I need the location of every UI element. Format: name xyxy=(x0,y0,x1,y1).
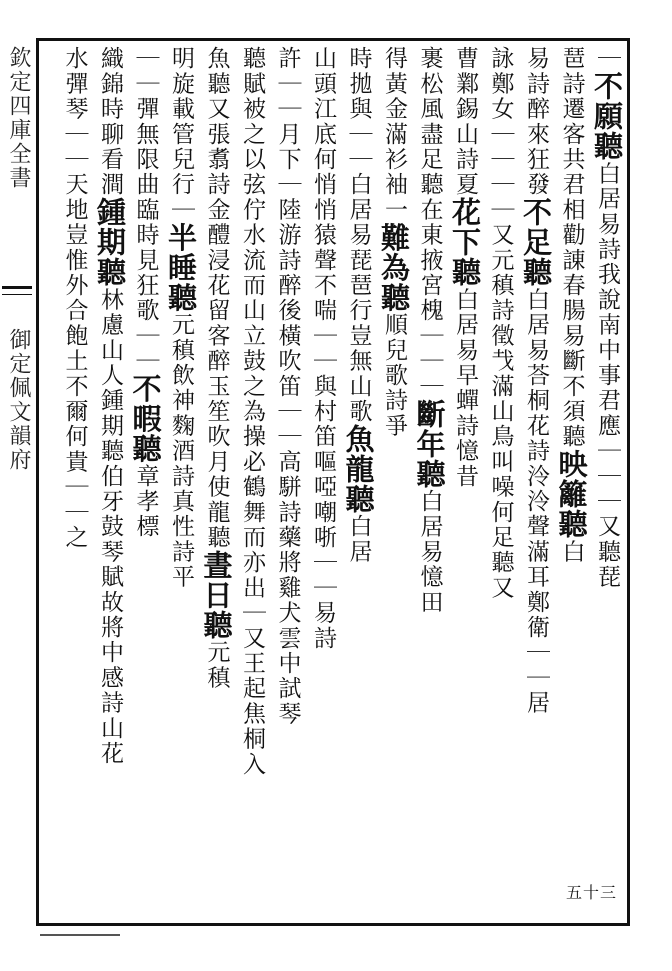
entry-text: 居 xyxy=(523,690,549,716)
entry-text: 與村笛嘔啞嘲哳｜｜ xyxy=(310,373,336,601)
entry-text: 曹鄴錫山詩夏 xyxy=(452,46,478,198)
gutter-book-title: 御定佩文韻府 xyxy=(6,328,31,472)
text-column xyxy=(589,46,625,918)
entry-text: 詠鄭女｜｜｜ xyxy=(487,46,514,198)
text-column xyxy=(163,46,199,918)
text-column xyxy=(305,46,341,918)
gutter-divider xyxy=(2,286,32,289)
gutter-title: 欽定四庫全書 xyxy=(6,46,31,190)
entry-text: 得黃金滿衫袖 xyxy=(381,46,407,198)
entry-text: 白居易早蟬詩憶昔 xyxy=(452,287,478,489)
entry-heading: 不願聽 xyxy=(590,71,624,162)
entry-text: 水彈琴｜｜ xyxy=(61,46,88,172)
text-column xyxy=(198,46,234,918)
text-column xyxy=(127,46,163,918)
entry-text: 順兒歌詩爭 xyxy=(381,312,407,439)
entry-text: 詩平 xyxy=(168,539,194,590)
bottom-mark xyxy=(40,934,120,936)
entry-heading: 斷年聽 xyxy=(412,398,447,489)
text-column xyxy=(340,46,376,918)
entry-text: 林慮山人鍾期聽伯牙鼓琴賦故將中感 xyxy=(97,287,123,691)
entry-text: 山頭江底何悄悄猿聲不喘｜｜ xyxy=(310,46,336,374)
entry-text: 在東掖宮槐｜｜｜ xyxy=(416,197,443,399)
entry-heading: 難為聽 xyxy=(377,222,411,313)
text-column xyxy=(56,46,92,918)
text-body xyxy=(44,46,624,918)
gutter-divider-thin xyxy=(2,294,32,295)
entry-text: 一 xyxy=(381,197,407,223)
entry-text: ｜ xyxy=(594,46,620,72)
text-column xyxy=(553,46,589,918)
text-column xyxy=(376,46,412,918)
entry-heading: 魚龍聽 xyxy=(341,424,376,514)
entry-text: 元稹 xyxy=(203,640,230,691)
entry-text: 元稹飲神麴酒詩真性 xyxy=(168,312,194,540)
entry-text: 白 xyxy=(558,539,585,565)
entry-heading: 花下聽 xyxy=(448,197,482,288)
entry-text: 白居易憶田 xyxy=(416,488,443,615)
text-column xyxy=(234,46,270,918)
entry-text: 詩山花 xyxy=(97,690,123,767)
text-column xyxy=(411,46,447,918)
entry-text: 臨時見狂歌｜｜ xyxy=(132,197,159,374)
entry-text: ｜｜彈無限曲 xyxy=(132,46,159,198)
text-column xyxy=(447,46,483,918)
entry-text: 琶詩遷客共君相勸諌春腸易斷不須聽 xyxy=(558,46,585,450)
entry-heading: 不足聽 xyxy=(519,197,553,288)
entry-text: 裹松風盡足聽 xyxy=(416,46,443,198)
entry-text: 織錦時聊看澗 xyxy=(97,46,123,198)
entry-text: 白居 xyxy=(345,514,372,565)
entry-text: 白居易琵琶行豈無山歌 xyxy=(345,172,372,424)
page-gutter xyxy=(0,38,34,928)
entry-text: 魚聽又張翥詩金醴浸花留客醉玉笙吹月使龍聽 xyxy=(203,46,230,550)
entry-heading: 半睡聽 xyxy=(164,222,198,313)
text-column xyxy=(92,46,128,918)
entry-text: 易詩 xyxy=(310,600,336,651)
entry-text: 天地豈惟外合飽土不爾何貴｜｜之 xyxy=(61,172,88,550)
entry-text: 白居易荅桐花詩泠泠聲滿耳鄭衛｜｜ xyxy=(523,287,549,691)
entry-heading: 晝日聽 xyxy=(199,550,234,640)
entry-text: 時拋與｜｜ xyxy=(345,46,372,172)
text-column xyxy=(482,46,518,918)
entry-text: 許｜｜月下｜陸游詩醉後橫吹笛｜｜高駢詩藥將雞犬雲中試琴 xyxy=(274,46,301,727)
entry-heading: 映籬聽 xyxy=(554,449,589,540)
entry-text: 章孝標 xyxy=(132,463,159,540)
entry-text: 白居易詩我說南中事君應｜｜｜又聽琵 xyxy=(594,161,620,590)
entry-text: 聽賦被之以弦佇水流而山立鼓之為操必鶴舞而亦出｜又王起焦桐入 xyxy=(239,46,265,777)
entry-heading: 鍾期聽 xyxy=(93,197,127,288)
entry-text: ｜又元稹詩徵𢦏滿山鳥叫噪何足聽又 xyxy=(487,197,514,601)
text-column xyxy=(518,46,554,918)
page-number: 五十三 xyxy=(566,883,618,902)
text-column xyxy=(269,46,305,918)
entry-text: 易詩醉來狂發 xyxy=(523,46,549,198)
entry-heading: 不暇聽 xyxy=(128,373,163,464)
entry-text: 明旋載管兒行｜ xyxy=(168,46,194,223)
